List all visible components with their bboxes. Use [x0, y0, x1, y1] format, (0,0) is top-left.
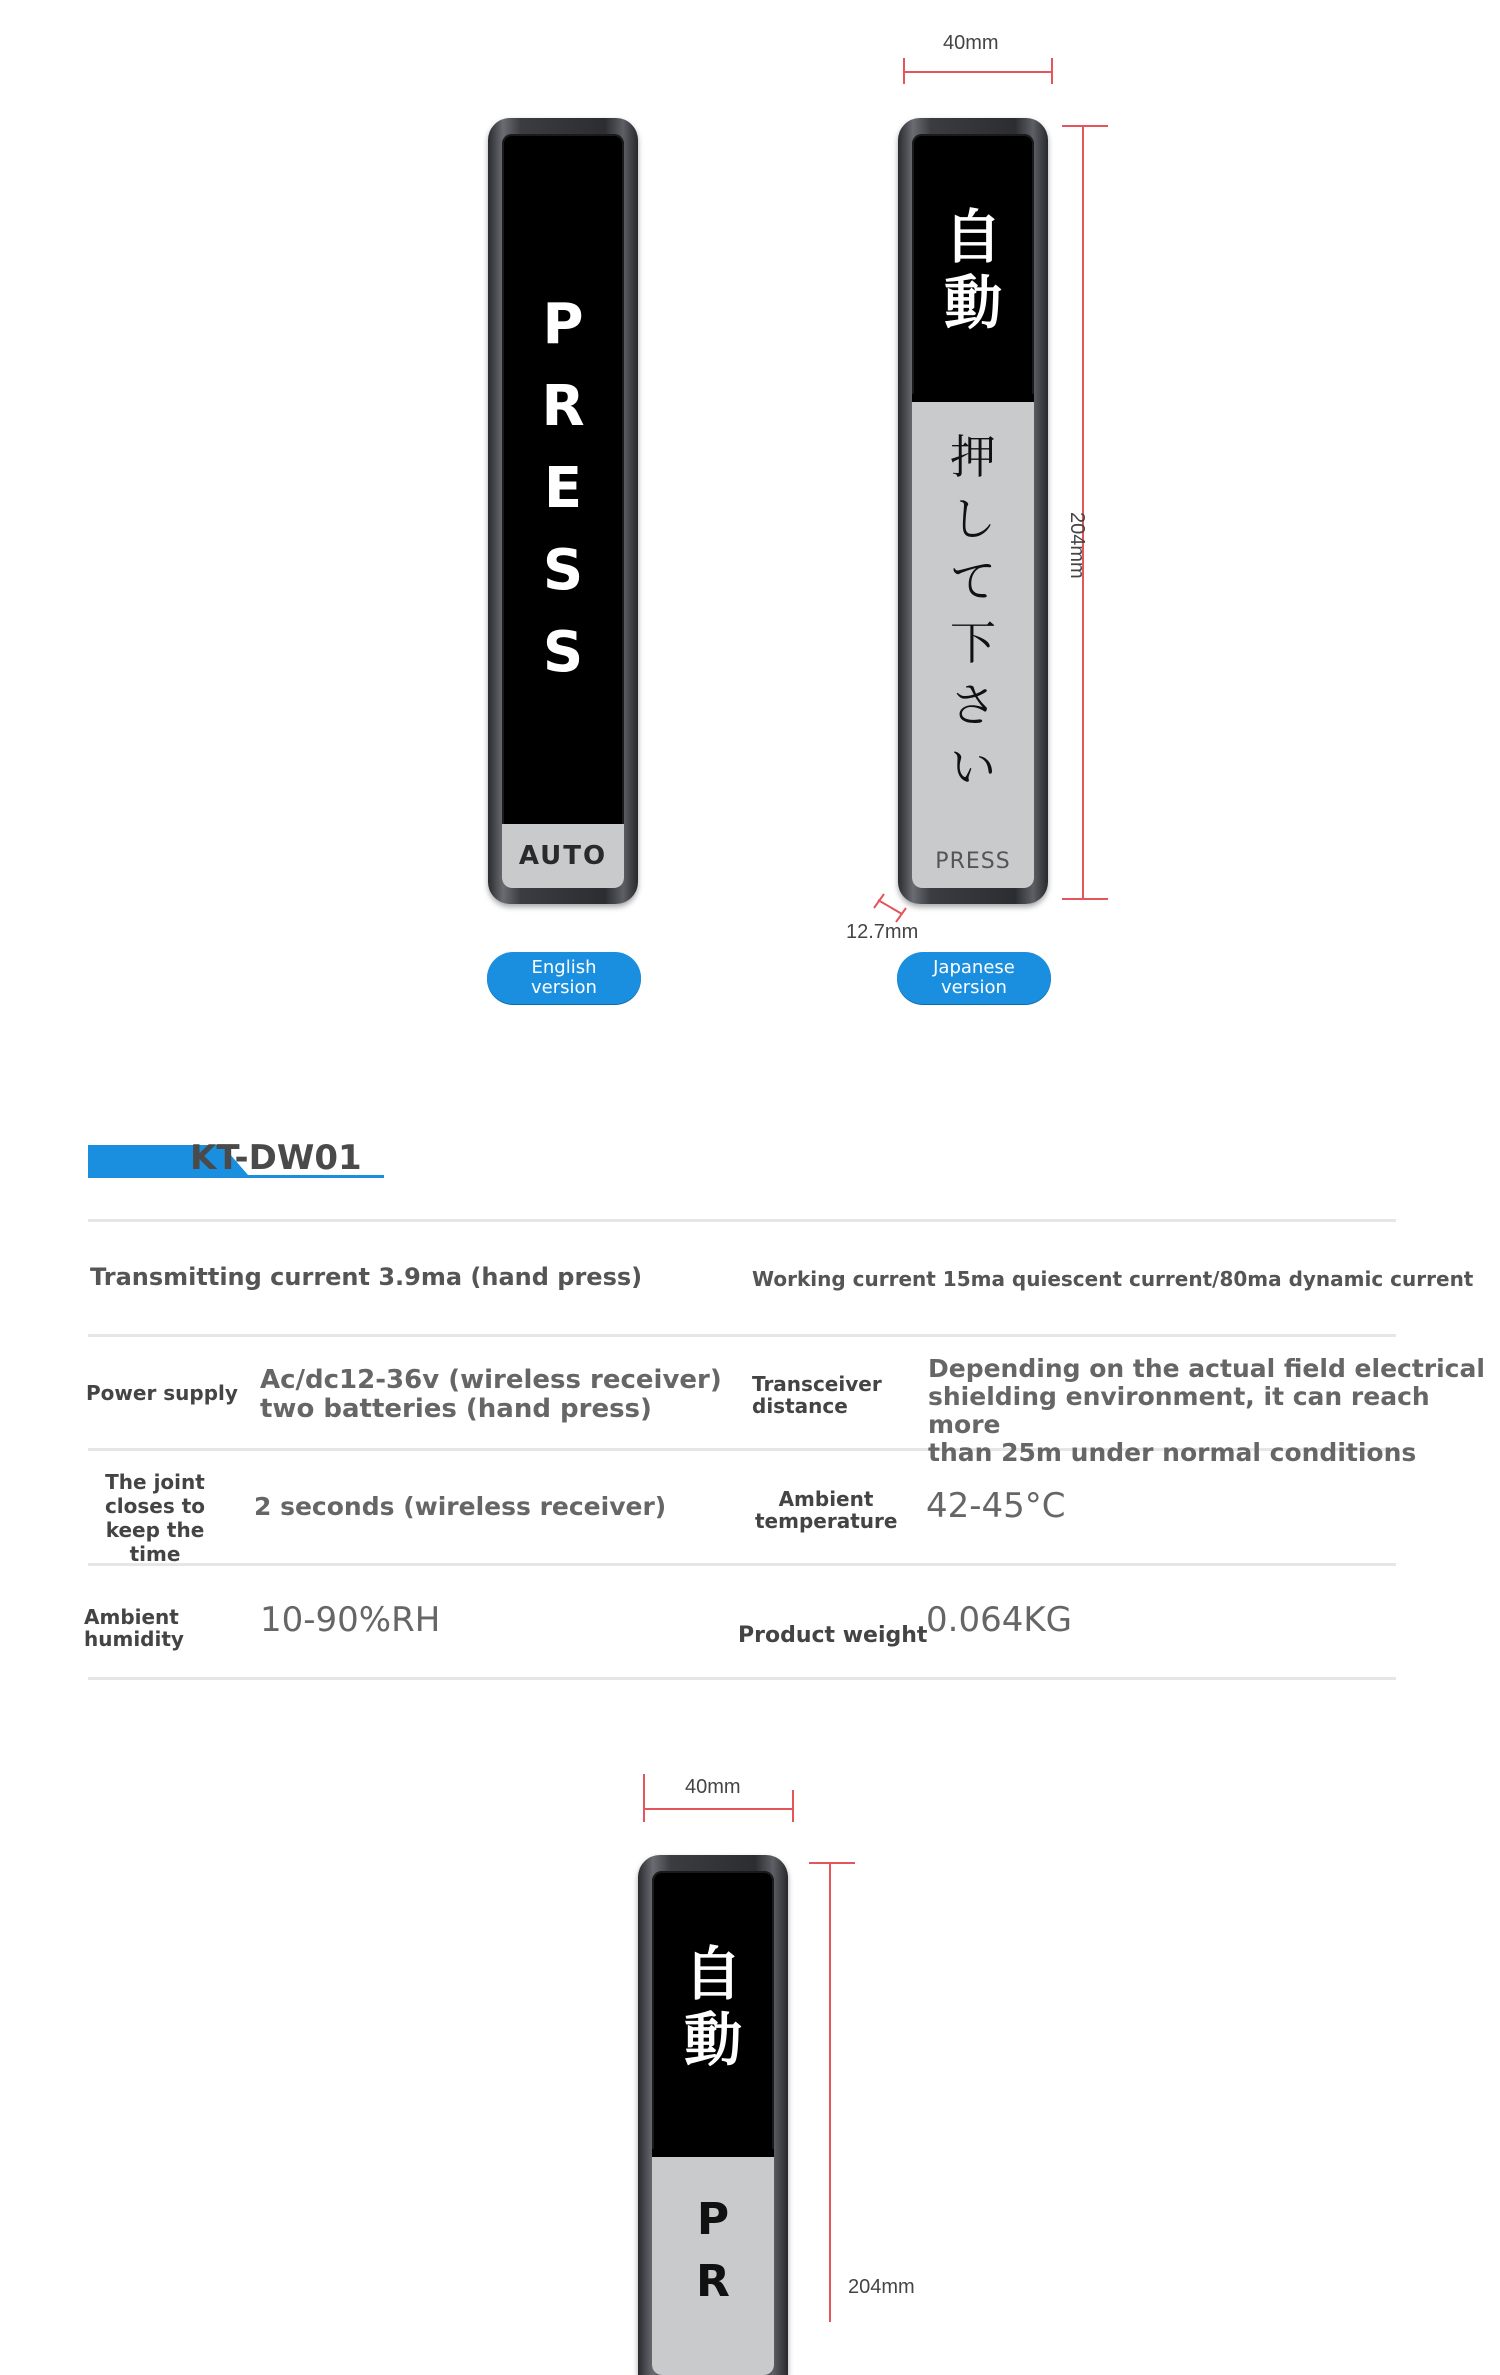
- width-dimension-tick: [643, 1774, 645, 1822]
- jp-char: し: [950, 492, 996, 546]
- width-dimension-label: 40mm: [943, 32, 999, 54]
- japanese-version-pill: [897, 952, 1051, 1004]
- press-strip-text: PRESS: [935, 849, 1011, 874]
- power-supply-value: [260, 1366, 722, 1424]
- japanese-version-button-device: [898, 118, 1048, 904]
- transceiver-distance-label: [752, 1373, 882, 1417]
- width-dimension-tick: [903, 58, 905, 84]
- table-rule: [88, 1334, 1396, 1337]
- oshite-kudasai-chars: [912, 426, 1034, 798]
- jp-char: 自: [683, 1940, 742, 2008]
- letter: P: [542, 292, 584, 357]
- pill-line: version: [941, 977, 1007, 998]
- letter: S: [542, 620, 584, 685]
- transmitting-current: Transmitting current 3.9ma (hand press): [90, 1263, 643, 1291]
- value-line: two batteries (hand press): [260, 1394, 652, 1424]
- english-device-face: [502, 134, 624, 888]
- jp-char: さ: [950, 678, 996, 732]
- pill-line: English: [531, 957, 597, 978]
- bottom-japanese-button-device: [638, 1855, 788, 2375]
- pill-line: Japanese: [933, 957, 1015, 978]
- height-dimension-tick: [1062, 125, 1108, 127]
- letter: S: [542, 538, 584, 603]
- working-current: Working current 15ma quiescent current/80ma dynamic current: [752, 1267, 1474, 1291]
- height-dimension-tick: [1062, 898, 1108, 900]
- width-dimension-line: [643, 1808, 793, 1810]
- label-line: Transceiver: [752, 1372, 882, 1396]
- letter: R: [696, 2256, 730, 2307]
- value-line: shielding environment, it can reach more: [928, 1382, 1430, 1439]
- product-weight-label: Product weight: [738, 1623, 928, 1648]
- letter: P: [696, 2194, 730, 2245]
- height-dimension-line: [829, 1862, 831, 2322]
- jp-char: 押: [950, 430, 996, 484]
- english-version-pill: [487, 952, 641, 1004]
- height-dimension-label: 204mm: [1066, 512, 1088, 579]
- label-line: Ambient: [778, 1487, 874, 1511]
- jp-char: い: [950, 740, 996, 794]
- auto-strip: AUTO: [502, 824, 624, 888]
- ambient-temperature-value: 42-45°C: [926, 1486, 1066, 1526]
- japanese-device-face: [912, 134, 1034, 888]
- label-line: closes to: [104, 1494, 206, 1518]
- label-line: distance: [752, 1394, 848, 1418]
- depth-dimension-mark: [872, 892, 912, 924]
- table-rule: [88, 1563, 1396, 1566]
- joint-close-time-value: 2 seconds (wireless receiver): [254, 1492, 667, 1521]
- jp-char: て: [950, 554, 996, 608]
- product-weight-value: 0.064KG: [926, 1600, 1072, 1640]
- english-version-button-device: [488, 118, 638, 904]
- width-dimension-tick: [792, 1790, 794, 1822]
- jp-char: 動: [683, 2006, 742, 2074]
- jp-char: 自: [943, 203, 1002, 271]
- letter: E: [543, 456, 583, 521]
- depth-dimension-label: 12.7mm: [846, 921, 919, 943]
- value-line: Ac/dc12-36v (wireless receiver): [260, 1365, 722, 1395]
- label-line: Ambient: [84, 1605, 179, 1629]
- letter: R: [541, 374, 585, 439]
- ambient-humidity-label: [84, 1606, 184, 1650]
- power-supply-label: Power supply: [86, 1381, 238, 1405]
- press-letters: [652, 2189, 774, 2313]
- transceiver-distance-value: [928, 1355, 1500, 1467]
- value-line: than 25m under normal conditions: [928, 1438, 1417, 1467]
- ambient-temperature-label: [755, 1488, 897, 1532]
- jp-char: 下: [950, 616, 996, 670]
- width-dimension-tick: [1051, 58, 1053, 84]
- ambient-humidity-value: 10-90%RH: [260, 1600, 441, 1640]
- height-dimension-label: 204mm: [848, 2276, 915, 2298]
- jidou-chars: [912, 204, 1034, 336]
- width-dimension-line: [903, 71, 1053, 73]
- label-line: keep the time: [105, 1518, 205, 1566]
- model-name: KT-DW01: [190, 1138, 362, 1178]
- divider: [912, 394, 1034, 402]
- pill-line: version: [531, 977, 597, 998]
- value-line: Depending on the actual field electrical: [928, 1354, 1485, 1383]
- bottom-silver-panel: [652, 2149, 774, 2375]
- table-rule: [88, 1677, 1396, 1680]
- divider: [652, 2149, 774, 2157]
- table-rule: [88, 1219, 1396, 1222]
- label-line: humidity: [84, 1627, 184, 1651]
- label-line: The joint: [105, 1470, 205, 1494]
- width-dimension-label: 40mm: [685, 1776, 741, 1798]
- japanese-silver-panel: [912, 394, 1034, 888]
- bottom-device-face: [652, 1871, 774, 2375]
- jidou-chars: [652, 1941, 774, 2073]
- label-line: temperature: [755, 1509, 898, 1533]
- press-letters: [502, 284, 624, 694]
- height-dimension-tick: [809, 1862, 855, 1864]
- joint-close-time-label: [80, 1470, 230, 1566]
- jp-char: 動: [943, 269, 1002, 337]
